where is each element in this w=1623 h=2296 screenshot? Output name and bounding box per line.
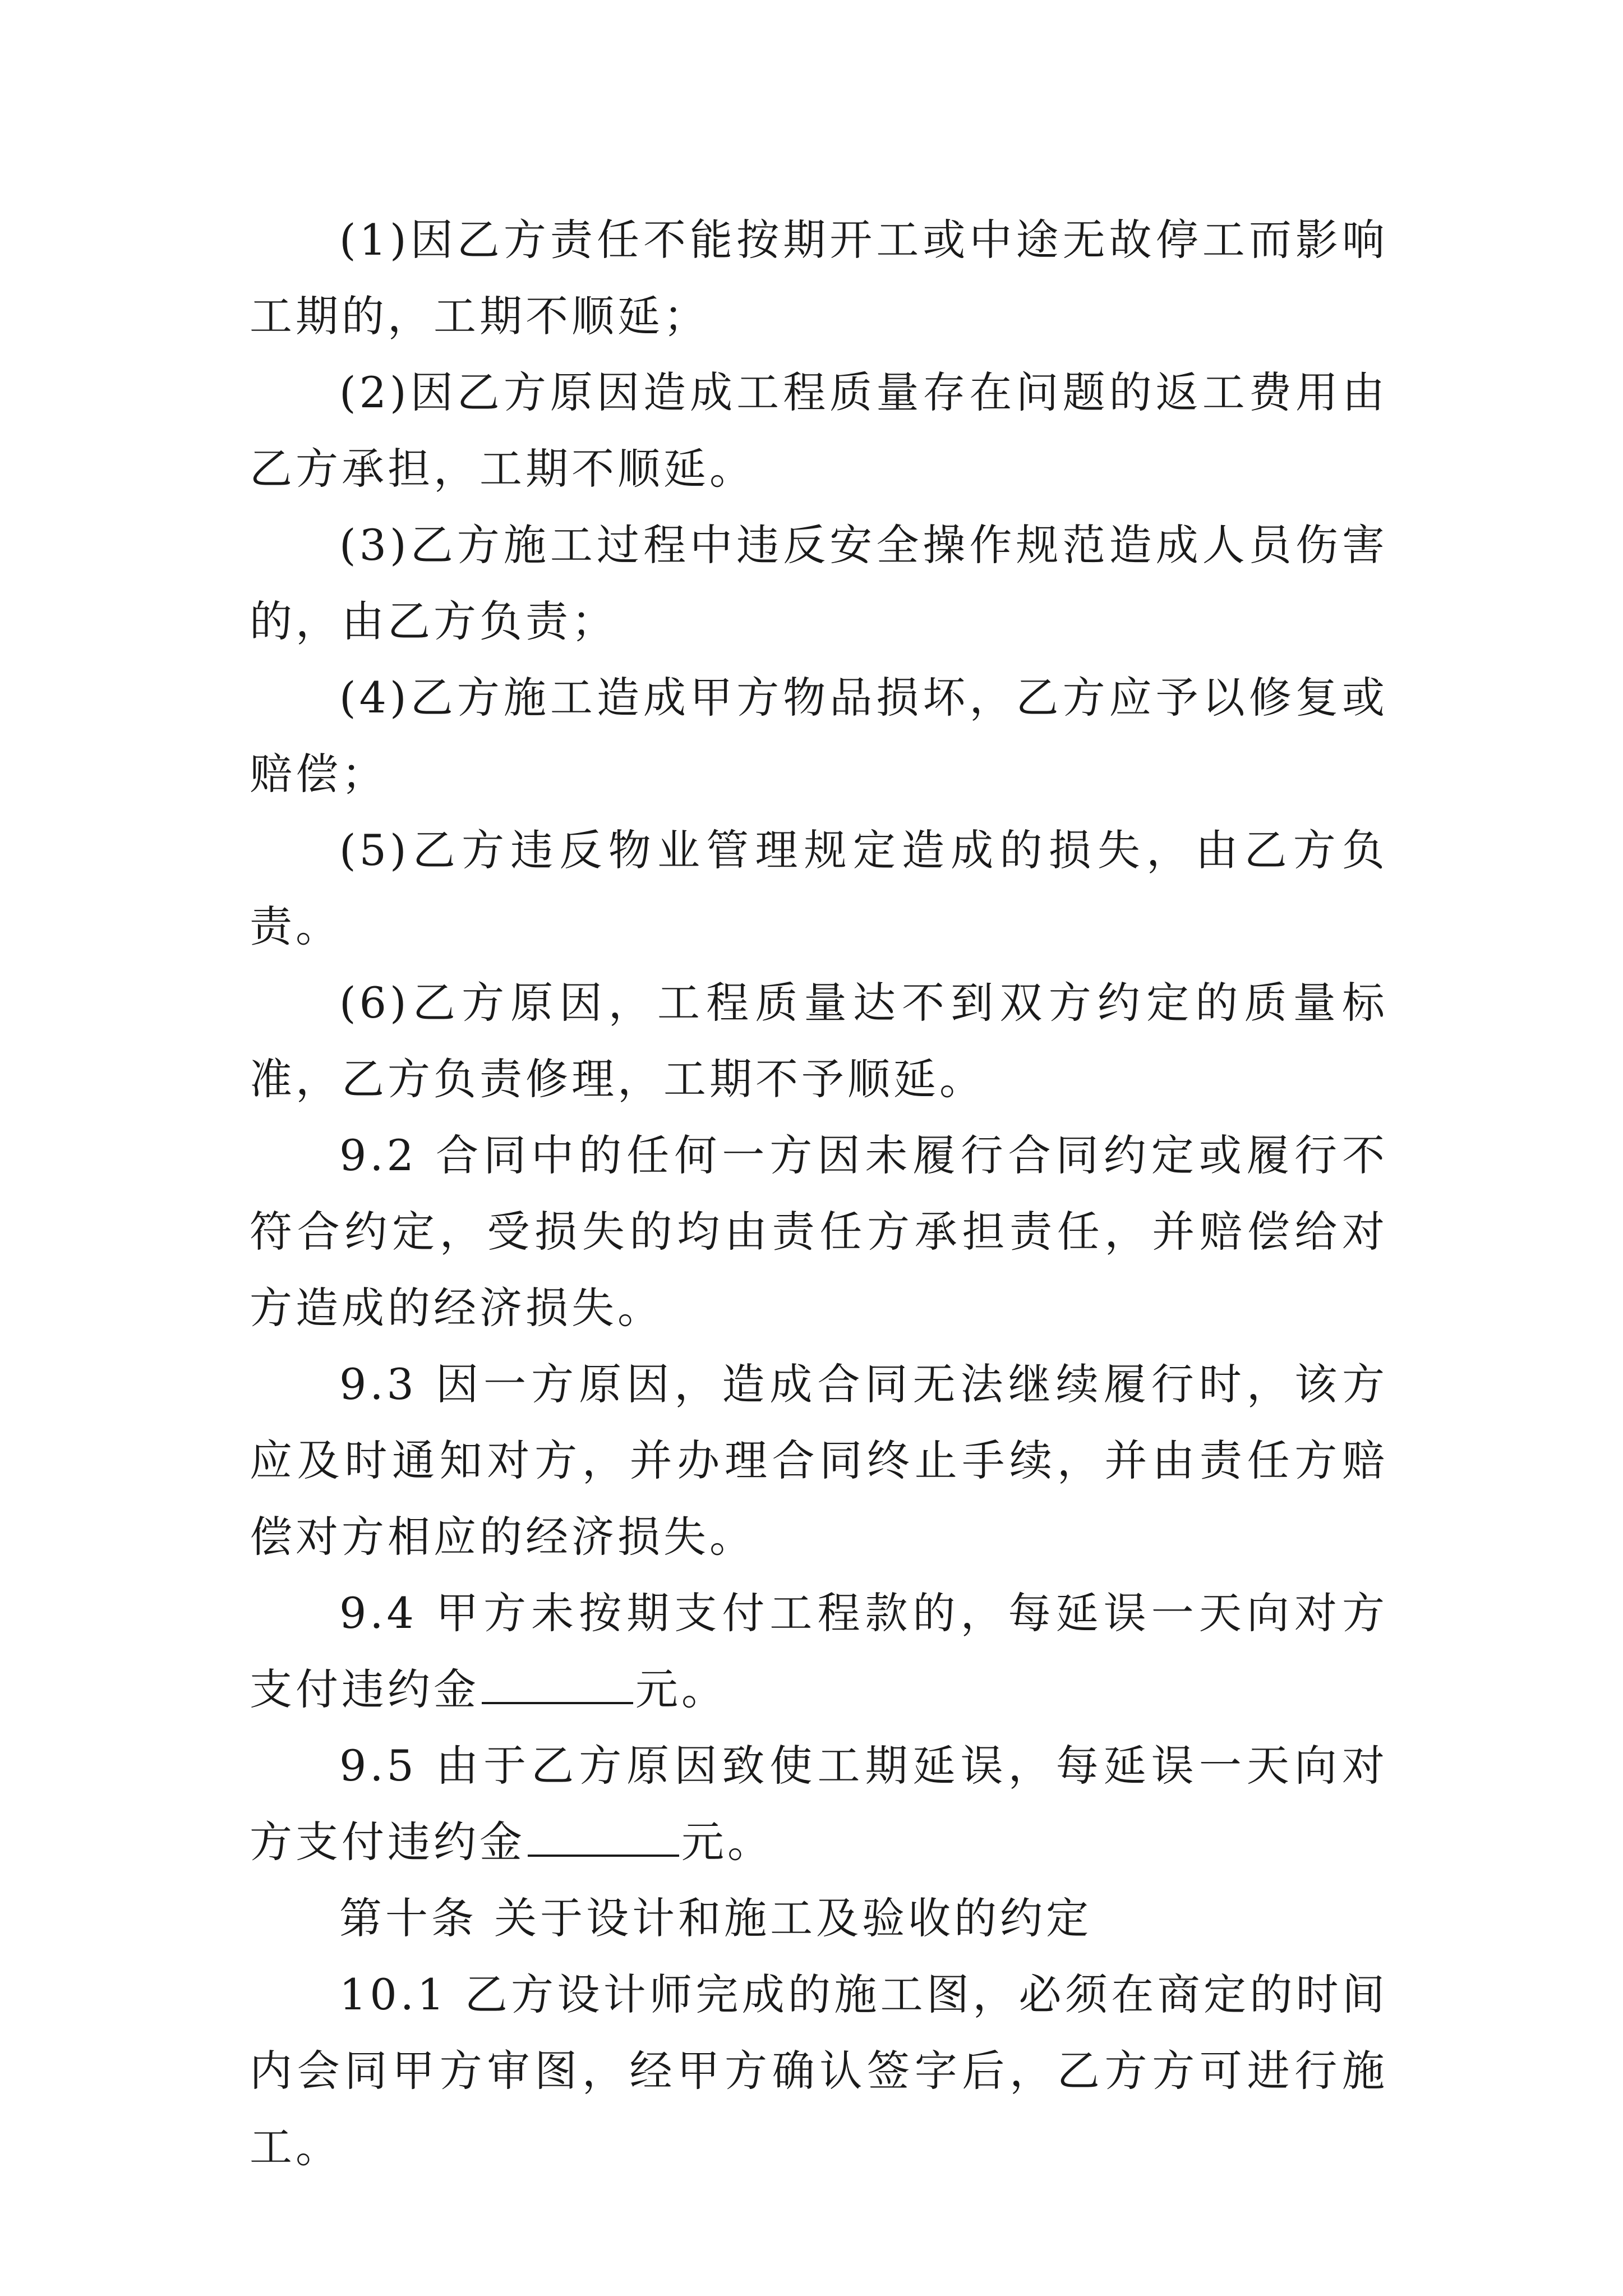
document-body: [250, 202, 1388, 2185]
clause-9-4: [250, 1575, 1388, 1728]
penalty-amount-blank: [482, 1664, 633, 1704]
clause-9-5: [250, 1728, 1388, 1880]
clause-9-1-2: (2)因乙方原因造成工程质量存在问题的返工费用由乙方承担，工期不顺延。: [250, 367, 1388, 494]
article-10-heading: 第十条 关于设计和施工及验收的约定: [339, 1893, 1092, 1943]
clause-9-5-unit: 元。: [681, 1817, 773, 1867]
clause-9-1-3: (3)乙方施工过程中违反安全操作规范造成人员伤害的，由乙方负责；: [250, 520, 1388, 646]
clause-9-1-6: (6)乙方原因，工程质量达不到双方约定的质量标准，乙方负责修理，工期不予顺延。: [250, 978, 1388, 1104]
clause-9-1-4: (4)乙方施工造成甲方物品损坏，乙方应予以修复或赔偿；: [250, 673, 1388, 799]
clause-9-5-text: 9.5 由于乙方原因致使工期延误，每延误一天向对方支付违约金: [250, 1741, 1388, 1867]
clause-9-1-5: (5)乙方违反物业管理规定造成的损失，由乙方负责。: [250, 825, 1388, 951]
clause-10-1: 10.1 乙方设计师完成的施工图，必须在商定的时间内会同甲方审图，经甲方确认签字后，乙方方可进行施工。: [250, 1970, 1388, 2172]
clause-9-4-unit: 元。: [635, 1664, 727, 1714]
clause-9-1-1: (1)因乙方责任不能按期开工或中途无故停工而影响工期的，工期不顺延；: [250, 215, 1388, 341]
delay-penalty-blank: [528, 1816, 679, 1857]
clause-9-4-text: 9.4 甲方未按期支付工程款的，每延误一天向对方支付违约金: [250, 1588, 1388, 1714]
clause-9-2: 9.2 合同中的任何一方因未履行合同约定或履行不符合约定，受损失的均由责任方承担责任，并赔偿给对方造成的经济损失。: [250, 1130, 1388, 1333]
clause-9-3: 9.3 因一方原因，造成合同无法继续履行时，该方应及时通知对方，并办理合同终止手续，并由责任方赔偿对方相应的经济损失。: [250, 1359, 1388, 1562]
